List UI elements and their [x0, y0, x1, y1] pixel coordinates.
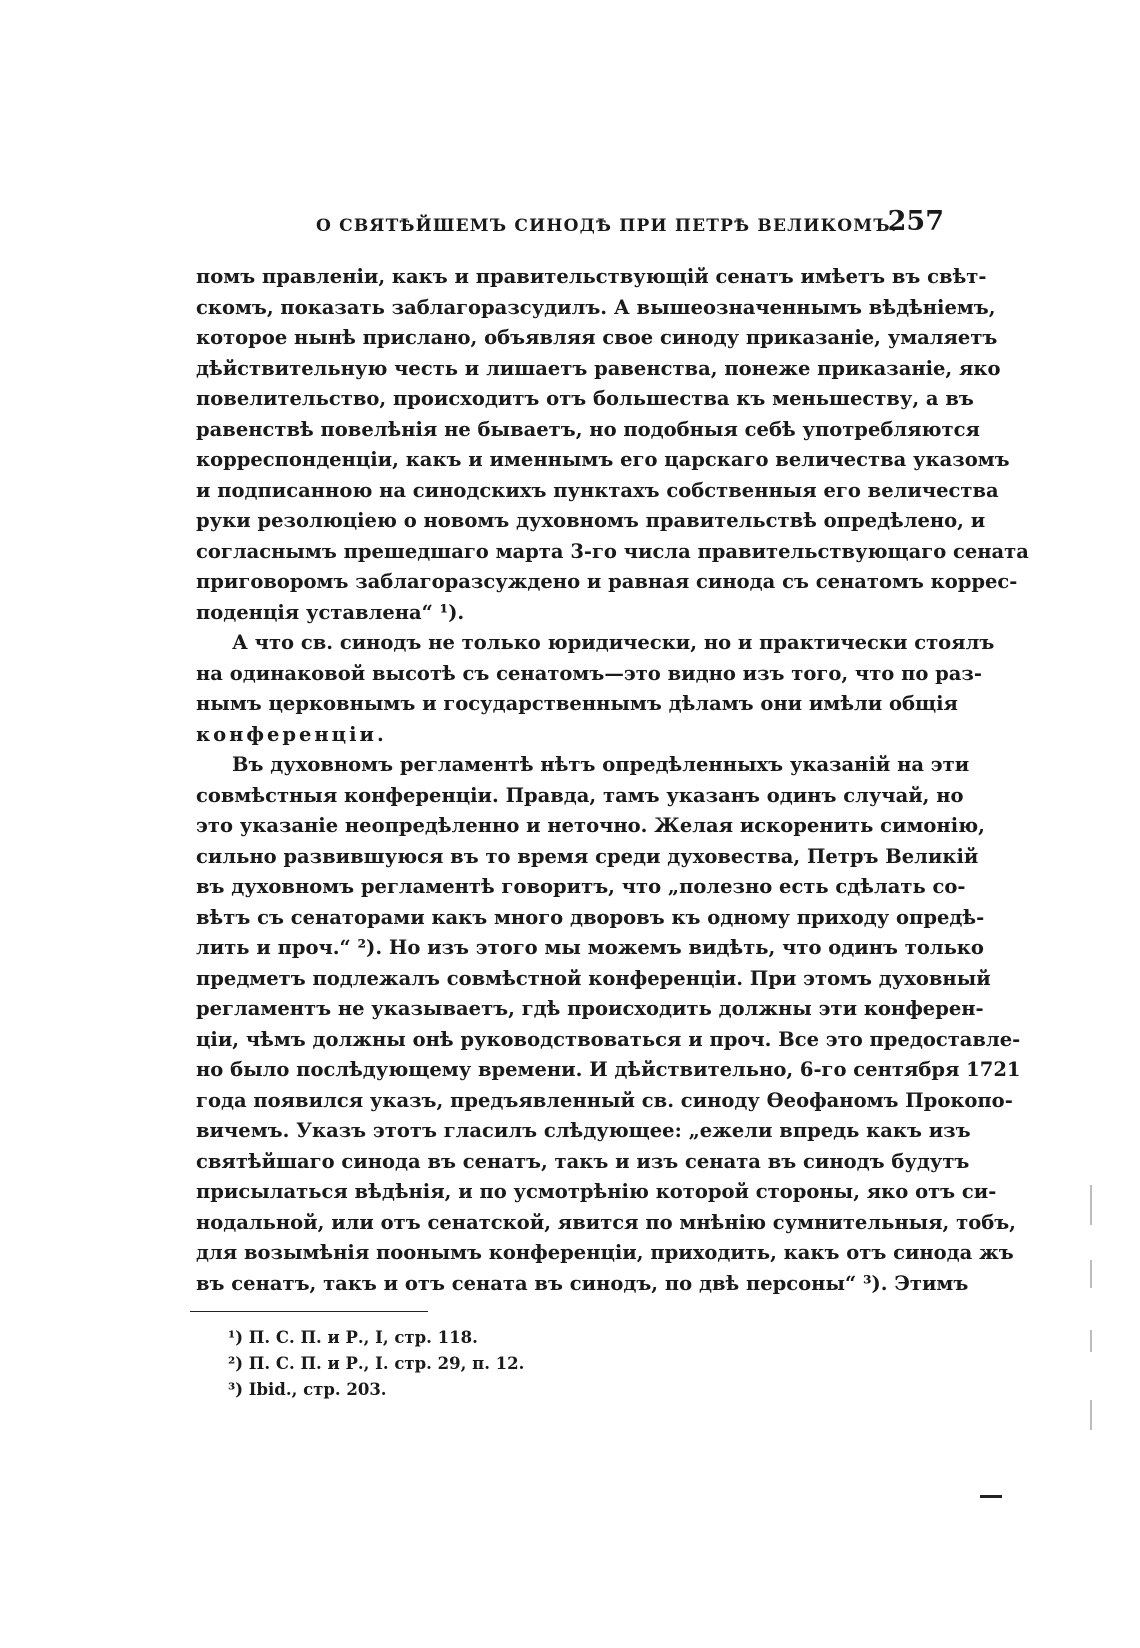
text-line: сильно развившуюся въ то время среди духовества, Петръ Великій — [196, 844, 979, 868]
text-line: въ духовномъ регламентѣ говоритъ, что „полезно есть сдѣлать со- — [196, 875, 966, 898]
text-line: помъ правленіи, какъ и правительствующій сенатъ имѣетъ въ свѣт- — [196, 265, 987, 288]
text-line: совмѣстныя конференціи. Правда, тамъ указанъ одинъ случай, но — [196, 783, 964, 807]
footnote: ²) П. С. П. и Р., I. стр. 29, п. 12. — [228, 1354, 525, 1373]
text-line: для возымѣнія поонымъ конференціи, приходить, какъ отъ синода жъ — [196, 1241, 1014, 1264]
text-line: въ сенатъ, такъ и отъ сената въ синодъ, по двѣ персоны“ ³). Этимъ — [196, 1271, 969, 1295]
text-line: регламентъ не указываетъ, гдѣ происходить должны эти конферен- — [196, 997, 984, 1020]
text-line: конференціи. — [196, 722, 387, 746]
text-line: корреспонденціи, какъ и именнымъ его царскаго величества указомъ — [196, 448, 1010, 471]
margin-mark — [980, 1495, 1002, 1498]
footnote: ¹) П. С. П. и Р., I, стр. 118. — [228, 1328, 478, 1347]
text-line: на одинаковой высотѣ съ сенатомъ—это видно изъ того, что по раз- — [196, 661, 982, 685]
text-line: присылаться вѣдѣнія, и по усмотрѣнію которой стороны, яко отъ си- — [196, 1180, 997, 1203]
page-header — [196, 206, 944, 246]
text-line: вичемъ. Указъ этотъ гласилъ слѣдующее: „ежели впредь какъ изъ — [196, 1119, 971, 1142]
text-line: скомъ, показать заблагоразсудилъ. А вышеозначеннымъ вѣдѣніемъ, — [196, 295, 996, 319]
text-line: святѣйшаго синода въ сенатъ, такъ и изъ сената въ синодъ будутъ — [196, 1149, 970, 1173]
running-head: О СВЯТѢЙШЕМЪ СИНОДѢ ПРИ ПЕТРѢ ВЕЛИКОМЪ. — [316, 216, 898, 236]
text-line: Въ духовномъ регламентѣ нѣтъ опредѣленныхъ указаній на эти — [232, 753, 970, 776]
text-line: дѣйствительную честь и лишаетъ равенства, понеже приказаніе, яко — [196, 356, 1001, 380]
footnote-divider — [190, 1311, 428, 1312]
text-line: но было послѣдующему времени. И дѣйствительно, 6-го сентября 1721 — [196, 1058, 1021, 1081]
text-line: лить и проч.“ ²). Но изъ этого мы можемъ видѣть, что одинъ только — [196, 936, 984, 959]
text-line: это указаніе неопредѣленно и неточно. Желая искоренить симонію, — [196, 814, 985, 837]
text-line: года появился указъ, предъявленный св. синоду Ѳеофаномъ Прокопо- — [196, 1088, 1013, 1112]
body-text — [196, 262, 1029, 1299]
text-line: вѣтъ съ сенаторами какъ много дворовъ къ одному приходу опредѣ- — [196, 905, 985, 929]
footnote: ³) Ibid., стр. 203. — [228, 1380, 387, 1399]
text-line: поденція уставлена“ ¹). — [196, 600, 465, 624]
text-line: руки резолюціею о новомъ духовномъ правительствѣ опредѣлено, и — [196, 509, 986, 532]
text-line: нодальной, или отъ сенатской, явится по мнѣнію сумнительныя, тобъ, — [196, 1210, 1016, 1234]
text-line: равенствѣ повелѣнія не бываетъ, но подобныя себѣ употребляются — [196, 417, 980, 441]
scan-artifact — [1090, 1400, 1092, 1430]
text-line: А что св. синодъ не только юридически, но и практически стоялъ — [232, 631, 995, 654]
scan-artifact — [1090, 1185, 1092, 1225]
page-number: 257 — [887, 206, 944, 237]
text-line: предметъ подлежалъ совмѣстной конференціи. При этомъ духовный — [196, 966, 991, 990]
text-line: которое нынѣ прислано, объявляя свое синоду приказаніе, умаляетъ — [196, 326, 998, 349]
footnotes — [228, 1325, 728, 1403]
text-line: согласнымъ прешедшаго марта 3-го числа правительствующаго сената — [196, 539, 1029, 563]
scan-artifact — [1090, 1260, 1092, 1288]
text-line: приговоромъ заблагоразсуждено и равная синода съ сенатомъ коррес- — [196, 570, 1018, 593]
text-line: ціи, чѣмъ должны онѣ руководствоваться и проч. Все это предоставле- — [196, 1027, 1021, 1051]
scan-artifact — [1090, 1330, 1092, 1352]
text-line: повелительство, происходитъ отъ большества къ меньшеству, а въ — [196, 387, 974, 410]
text-line: нымъ церковнымъ и государственнымъ дѣламъ они имѣли общія — [196, 692, 958, 715]
text-line: и подписанною на синодскихъ пунктахъ собственныя его величества — [196, 478, 999, 502]
